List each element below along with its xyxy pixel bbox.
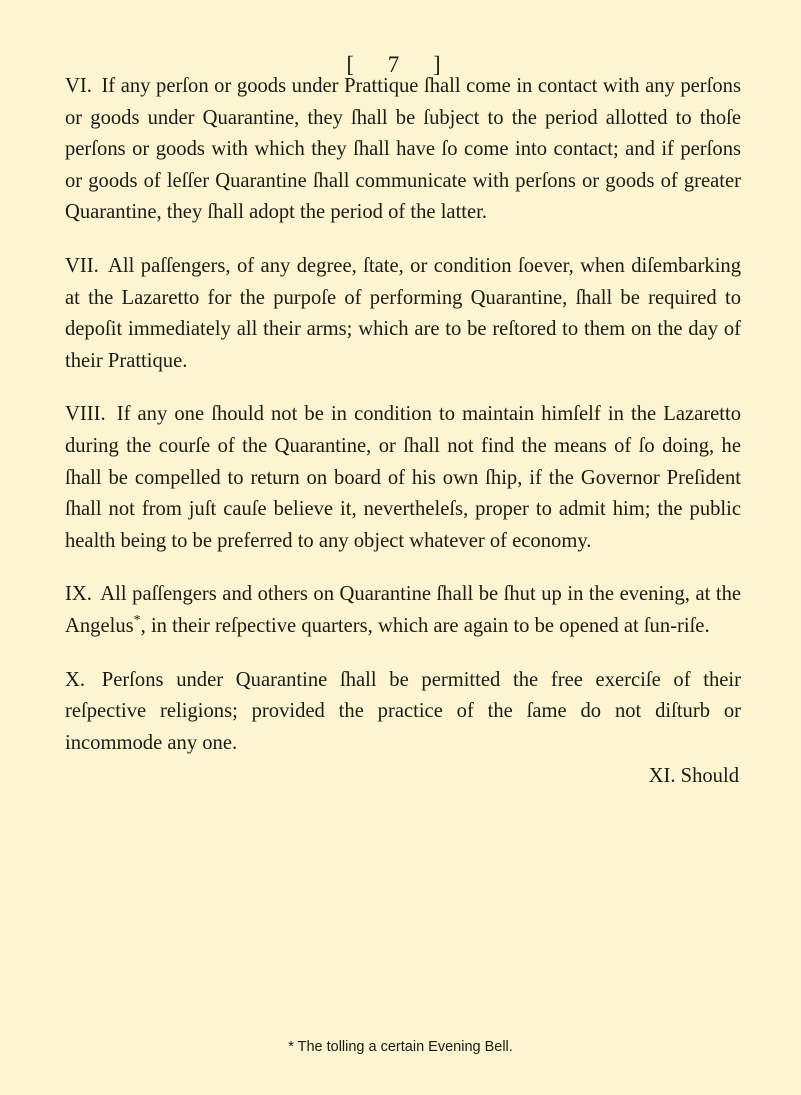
paragraph-number: VIII. (65, 403, 106, 426)
paragraph-text-after-note: , in their reſpective quarters, which are again to be opened at ſun-riſe. (140, 614, 710, 637)
page-number: [ 7 ] (346, 52, 455, 77)
paragraph-viii (65, 399, 741, 557)
paragraph-number: X. (65, 668, 86, 691)
catchword: XI. Should (648, 765, 739, 788)
footnote-marker: * (133, 613, 141, 629)
paragraph-x (65, 665, 741, 760)
paragraph-vii (65, 251, 741, 377)
paragraph-number: VI. (65, 75, 92, 97)
paragraph-number: VII. (65, 254, 99, 277)
paragraph-vi (65, 71, 741, 229)
paragraph-text: Perſons under Quarantine ſhall be permitted the free exerciſe of their reſpective religions; provided the practice of the ſame do not diſturb or incommode any one. (65, 668, 741, 754)
footnote: * The tolling a certain Evening Bell. (288, 1039, 513, 1055)
paragraph-text-before-note: All paſſengers and others on Quarantine ſhall be ſhut up in the evening, at the Angelus (65, 583, 742, 637)
paragraph-text: If any one ſhould not be in condition to maintain himſelf in the Lazaretto during the courſe of the Quarantine, or ſhall not find the means of ſo doing, he ſhall be compelled to return on board of his own ſhip, if the Governor Preſident ſhall not from juſt cauſe believe it, nevertheleſs, proper to admit him; the public health being to be preferred to any object whatever of economy. (65, 403, 741, 552)
paragraph-text: All paſſengers, of any degree, ſtate, or condition ſoever, when diſembarking at the Lazaretto for the purpoſe of performing Quarantine, ſhall be required to depoſit immediately all their arms; which are to be reſtored to them on the day of their Prattique. (65, 254, 742, 372)
body-text (65, 71, 741, 793)
paragraph-number: IX. (65, 583, 92, 606)
paragraph-ix (65, 579, 741, 642)
paragraph-text: If any perſon or goods under Prattique ſhall come in contact with any perſons or goods under Quarantine, they ſhall be ſubject to the period allotted to thoſe perſons or goods with which they ſhall have ſo come into contact; and if perſons or goods of leſſer Quarantine ſhall communicate with perſons or goods of greater Quarantine, they ſhall adopt the period of the latter. (65, 75, 741, 224)
